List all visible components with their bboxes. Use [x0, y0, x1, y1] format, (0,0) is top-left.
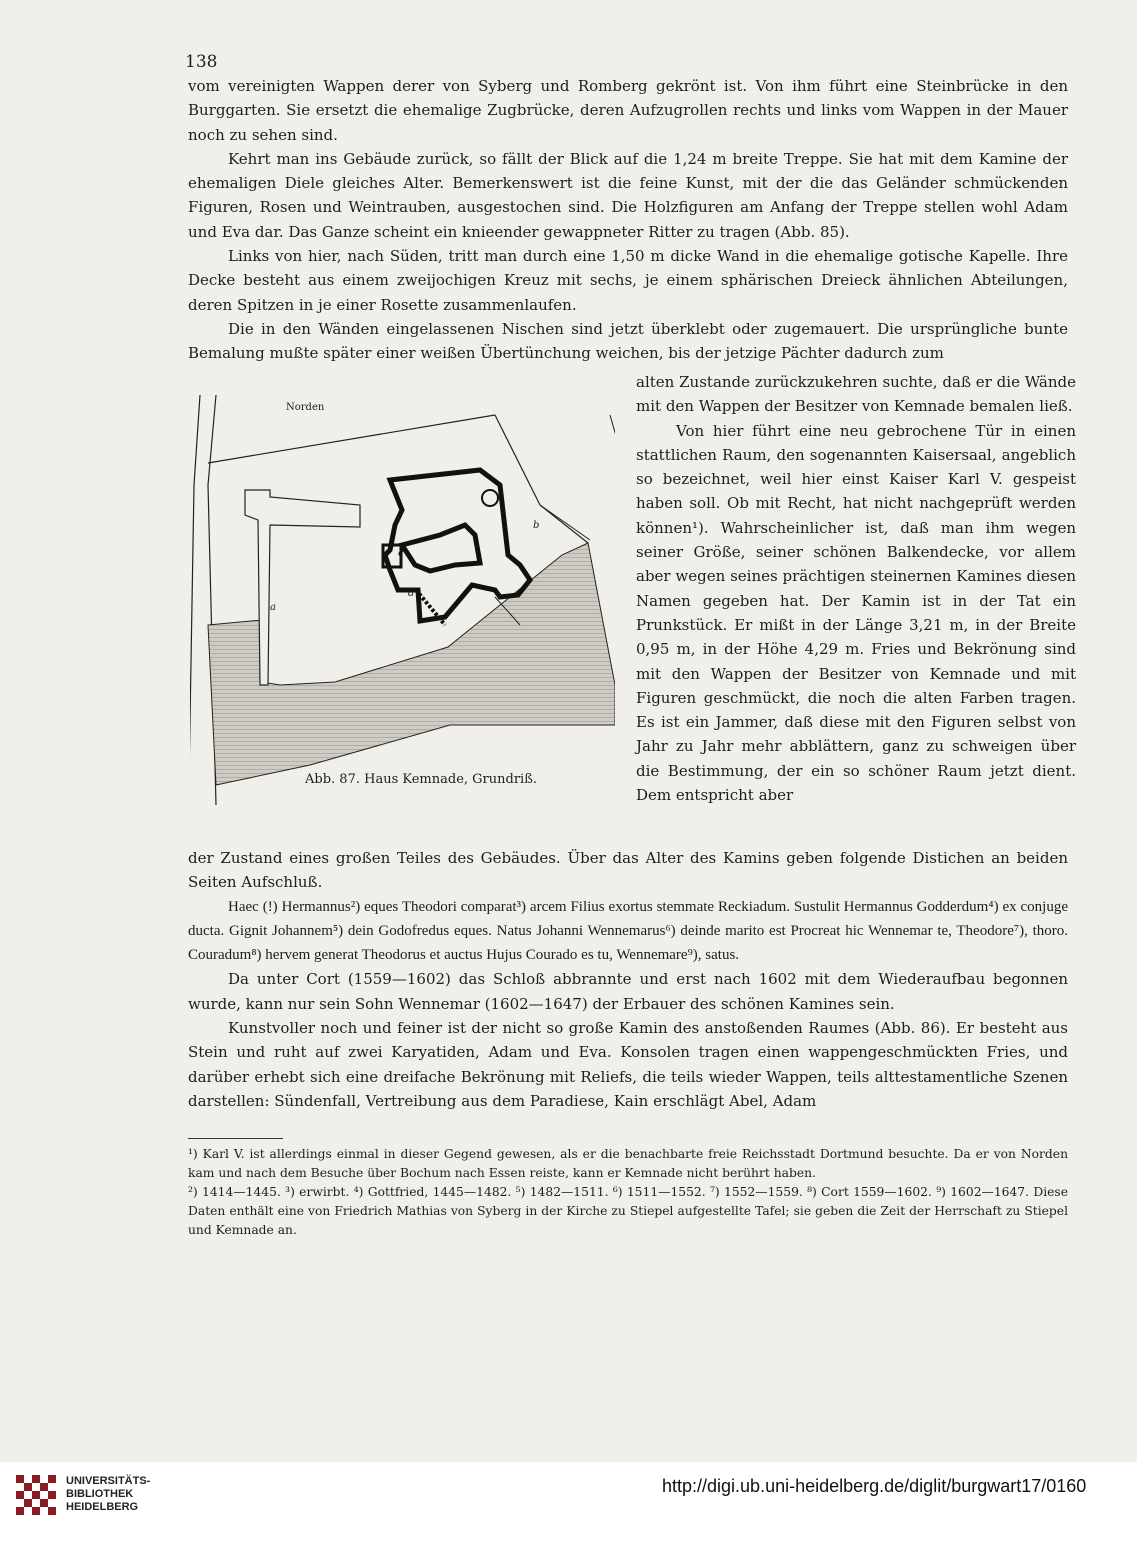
paragraph: Links von hier, nach Süden, tritt man durch eine 1,50 m dicke Wand in die ehemalige gotische Kapelle. Ihre Decke besteht aus einem zweijochigen Kreuz mit sechs, je einem sphärischen Dreieck ähnlichen Abteilungen, deren Spitzen in je einer Rosette zusammenlaufen. — [188, 247, 1068, 314]
latin-distichs: Haec (!) Hermannus²) eques Theodori comparat³) arcem Filius exortus stemmate Reckiadum. Sustulit Hermannus Godderdum⁴) ex conjuge ducta. Gignit Johannem⁵) dein Godofredus eques. Natus Johanni Wennemarus⁶) deinde marito est Procreat hic Wennemar te, Theodore⁷), thoro. Couradum⁸) hervem generat Theodorus et auctus Hujus Courado es tu, Wennemare⁹), satus. — [188, 898, 1068, 964]
footnotes — [188, 1145, 1068, 1240]
figure-label-d: d — [408, 588, 415, 599]
figure-label-b: b — [533, 520, 540, 531]
library-name-line: BIBLIOTHEK — [66, 1488, 134, 1500]
figure-label-a: a — [270, 602, 276, 613]
body-text-top — [188, 74, 1068, 366]
footnote-divider — [188, 1138, 283, 1139]
figure-label-c: c — [398, 548, 404, 559]
paragraph: Kunstvoller noch und feiner ist der nicht so große Kamin des anstoßenden Raumes (Abb. 86). Er besteht aus Stein und ruht auf zwei Karyatiden, Adam und Eva. Konsolen tragen einen wappengeschmückten Fries, und darüber erhebt sich eine dreifache Bekrönung mit Reliefs, die teils wieder Wappen, teils alttestamentliche Szenen darstellen: Sündenfall, Vertreibung aus dem Paradiese, Kain erschlägt Abel, Adam — [188, 1019, 1068, 1110]
figure-caption: Abb. 87. Haus Kemnade, Grundriß. — [305, 772, 538, 787]
library-name-line: HEIDELBERG — [66, 1501, 139, 1513]
library-name — [66, 1475, 150, 1514]
library-name-line: UNIVERSITÄTS- — [66, 1475, 151, 1487]
footnote: ¹) Karl V. ist allerdings einmal in dieser Gegend gewesen, als er die benachbarte freie Reichsstadt Dortmund besuchte. Da er von Norden kam und nach dem Besuche über Bochum nach Essen reiste, kann er Kemnade nicht berührt haben. — [188, 1147, 1068, 1180]
paragraph: Die in den Wänden eingelassenen Nischen sind jetzt überklebt oder zugemauert. Die ursprüngliche bunte Bemalung mußte später einer weißen Übertünchung weichen, bis der jetzige Pächter dadurch zum — [188, 319, 1068, 363]
page-number: 138 — [185, 52, 218, 72]
body-text-bottom — [188, 846, 1068, 1113]
paragraph: vom vereinigten Wappen derer von Syberg und Romberg gekrönt ist. Von ihm führt eine Steinbrücke in den Burggarten. Sie ersetzt die ehemalige Zugbrücke, deren Aufzugrollen rechts und links vom Wappen in der Mauer noch zu sehen sind. — [188, 77, 1068, 144]
paragraph: Da unter Cort (1559—1602) das Schloß abbrannte und erst nach 1602 mit dem Wiederaufbau begonnen wurde, kann nur sein Sohn Wennemar (1602—1647) der Erbauer des schönen Kamines sein. — [188, 970, 1068, 1013]
paragraph: der Zustand eines großen Teiles des Gebäudes. Über das Alter des Kamins geben folgende Distichen an beiden Seiten Aufschluß. — [188, 849, 1068, 892]
figure-north-label: Norden — [286, 402, 325, 413]
body-text-side — [636, 370, 1076, 807]
paragraph: Kehrt man ins Gebäude zurück, so fällt der Blick auf die 1,24 m breite Treppe. Sie hat mit dem Kamine der ehemaligen Diele gleiches Alter. Bemerkenswert ist die feine Kunst, mit der die das Geländer schmückenden Figuren, Rosen und Weintrauben, ausgestochen sind. Die Holzfiguren am Anfang der Treppe stellen wohl Adam und Eva dar. Das Ganze scheint ein knieender gewappneter Ritter zu tragen (Abb. 85). — [188, 149, 1068, 241]
paragraph: Von hier führt eine neu gebrochene Tür in einen stattlichen Raum, den sogenannten Kaisersaal, angeblich so bezeichnet, weil hier einst Kaiser Karl V. gespeist haben soll. Ob mit Recht, hat nicht nachgeprüft werden können¹). Wahrscheinlicher ist, daß man ihm wegen seiner Größe, seiner schönen Balkendecke, vor allem aber wegen seines prächtigen steinernen Kamines diesen Namen gegeben hat. Der Kamin ist in der Tat ein Prunkstück. Er mißt in der Länge 3,21 m, in der Breite 0,95 m, in der Höhe 4,29 m. Fries und Bekrönung sind mit den Wappen der Besitzer von Kemnade und mit Figuren geschmückt, die noch die alten Farben tragen. Es ist ein Jammer, daß diese mit den Figuren selbst von Jahr zu Jahr mehr abblättern, ganz zu schweigen über die Bestimmung, der ein so schöner Raum jetzt dient. Dem entspricht aber — [636, 421, 1076, 805]
paragraph: alten Zustande zurückzukehren suchte, daß er die Wände mit den Wappen der Besitzer von Kemnade bemalen ließ. — [636, 373, 1076, 416]
source-url-link[interactable]: http://digi.ub.uni-heidelberg.de/diglit/burgwart17/0160 — [662, 1476, 1087, 1496]
university-logo-icon — [16, 1475, 56, 1515]
footnote: ²) 1414—1445. ³) erwirbt. ⁴) Gottfried, 1445—1482. ⁵) 1482—1511. ⁶) 1511—1552. ⁷) 1552—1559. ⁸) Cort 1559—1602. ⁹) 1602—1647. Diese Daten enthält eine von Friedrich Mathias von Syberg in der Kirche zu Stiepel aufgestellte Tafel; sie geben die Zeit der Herrschaft zu Stiepel und Kemnade an. — [188, 1185, 1068, 1237]
